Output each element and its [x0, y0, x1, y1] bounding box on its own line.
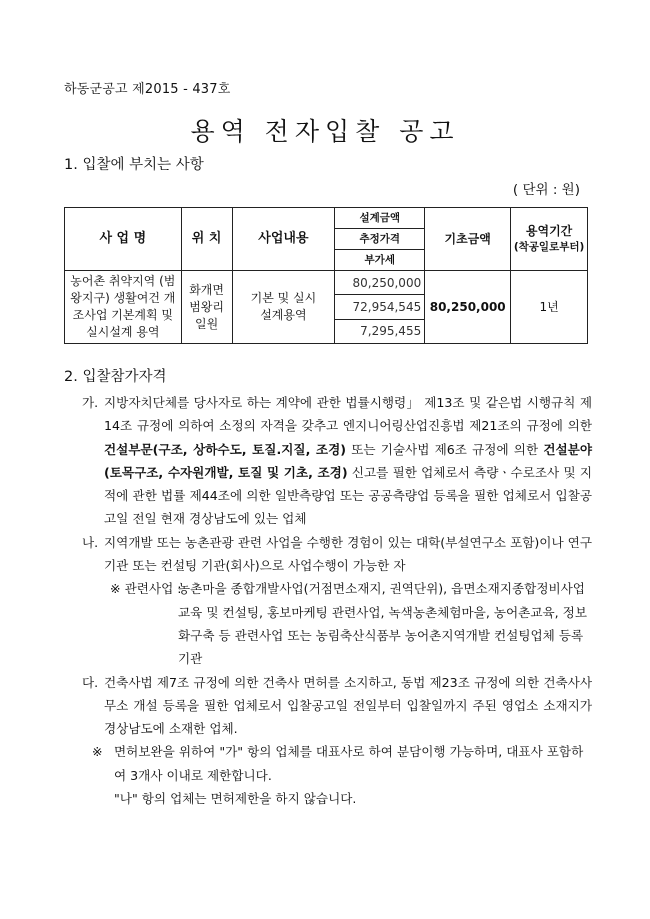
- notice-number: 하동군공고 제2015 - 437호: [64, 82, 231, 97]
- header-period-label: 용역기간: [525, 224, 573, 238]
- item-na-text: 지역개발 또는 농촌관광 관련 사업을 수행한 경험이 있는 대학(부설연구소 포함)이나 연구기관 또는 컨설팅 기관(회사)으로 사업수행이 가능한 자: [104, 534, 592, 574]
- cell-project-name: 농어촌 취약지역 (범왕지구) 생활여건 개조사업 기본계획 및 실시설계 용역: [65, 271, 182, 344]
- note-mark: ※: [110, 581, 121, 597]
- item-da-text: 건축사법 제7조 규정에 의한 건축사 면허를 소지하고, 동법 제23조 규정에 의한 건축사사무소 개설 등록을 필한 업체로서 입찰공고일 전일부터 입찰일까지 주된 영업소 소재지가 경상남도에 소재한 업체.: [104, 674, 592, 737]
- item-ga-bold-2: 건설분야(토목구조, 수자원개발, 토질 및 기초, 조경): [104, 441, 592, 480]
- item-da-note-1-text: 면허보완을 위하여 "가" 항의 업체를 대표사로 하여 분담이행 가능하며, 대표사 포함하여 3개사 이내로 제한합니다.: [114, 744, 584, 783]
- cell-vat: 7,295,455: [335, 319, 425, 343]
- item-na-note-text: 농촌마을 종합개발사업(거점면소재지, 권역단위), 읍면소재지종합정비사업 교육 및 컨설팅, 홍보마케팅 관련사업, 녹색농촌체험마을, 농어촌교육, 정보화구축 등 관련사업 또는 농림축산식품부 농어촌지역개발 컨설팅업체 등록기관: [178, 581, 588, 667]
- header-estimated-price: 추정가격: [335, 229, 425, 250]
- item-na-marker: 나.: [82, 534, 99, 550]
- header-period: [511, 208, 588, 271]
- bid-table: [64, 207, 588, 344]
- cell-base-amount: 80,250,000: [425, 271, 511, 344]
- header-design-amount: 설계금액: [335, 208, 425, 229]
- item-ga-text-3: 신고를 필한 업체로서 측량ㆍ수로조사 및 지적에 관한 법률 제44조에 의한 일반측량업 또는 공공측량업 등록을 필한 업체로서 입찰공고일 전일 현재 경상남도에 있는 업체: [104, 464, 593, 527]
- item-da-note-2: [82, 787, 592, 810]
- item-na: [82, 531, 592, 578]
- header-location: 위 치: [181, 208, 232, 271]
- header-content: 사업내용: [232, 208, 335, 271]
- section1-heading: 1. 입찰에 부치는 사항: [64, 157, 204, 173]
- cell-estimated-price: 72,954,545: [335, 295, 425, 319]
- cell-design-amount: 80,250,000: [335, 271, 425, 295]
- item-ga: [82, 391, 592, 531]
- note-mark: ※: [92, 744, 103, 760]
- item-da: [82, 671, 592, 741]
- cell-period: 1년: [511, 271, 588, 344]
- item-na-note-lead: [110, 577, 182, 600]
- document-title: 용역 전자입찰 공고: [190, 117, 460, 146]
- header-vat: 부가세: [335, 250, 425, 271]
- item-da-marker: 다.: [82, 674, 99, 690]
- item-ga-marker: 가.: [82, 395, 99, 410]
- item-da-note-2-text: "나" 항의 업체는 면허제한을 하지 않습니다.: [114, 791, 357, 807]
- header-base-amount: 기초금액: [425, 208, 511, 271]
- section2-heading: 2. 입찰참가자격: [64, 369, 167, 385]
- unit-label: ( 단위 : 원): [512, 182, 580, 198]
- item-ga-text-1: 지방자치단체를 당사자로 하는 계약에 관한 법률시행령」 제13조 및 같은법 시행규칙 제14조 규정에 의하여 소정의 자격을 갖추고 엔지니어링산업진흥법 제21조의 규정에 의한: [104, 395, 592, 434]
- qualifications-body: [82, 391, 592, 810]
- header-project: 사 업 명: [65, 208, 182, 271]
- cell-location: 화개면 범왕리 일원: [181, 271, 232, 344]
- item-ga-bold-1: 건설부문(구조, 상하수도, 토질.지질, 조경): [104, 441, 347, 457]
- note-lead-label: 관련사업 :: [124, 581, 182, 597]
- header-period-note: (착공일로부터): [513, 241, 585, 253]
- item-na-note: [82, 577, 592, 670]
- item-da-note-1: [82, 740, 592, 787]
- item-ga-text-2: 또는 기술사법 제6조 규정에 의한: [346, 441, 544, 457]
- cell-content: 기본 및 실시설계용역: [232, 271, 335, 344]
